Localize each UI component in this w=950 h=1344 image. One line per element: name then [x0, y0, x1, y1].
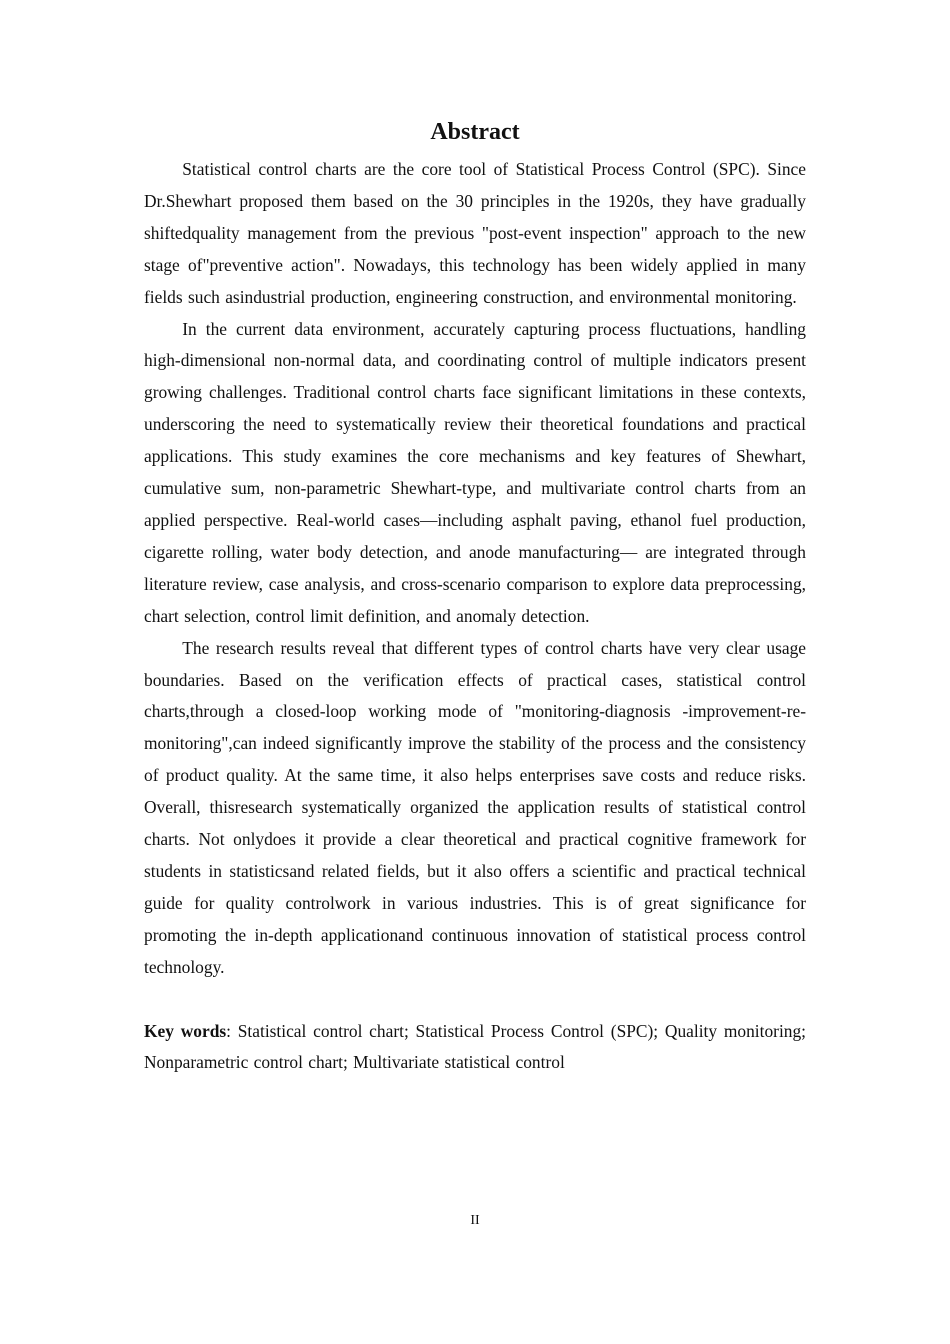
keywords — [144, 1016, 806, 1080]
abstract-page — [144, 116, 806, 1079]
abstract-paragraph-3: The research results reveal that different types of control charts have very clear usage boundaries. Based on the verification effects of practical cases, statistical control charts,through a closed-loop working mode of "monitoring-diagnosis -improvement-re-monitoring",can indeed significantly improve the stability of the process and the consistency of product quality. At the same time, it also helps enterprises save costs and reduce risks. Overall, thisresearch systematically organized the application results of statistical control charts. Not onlydoes it provide a clear theoretical and practical cognitive framework for students in statisticsand related fields, but it also offers a scientific and practical technical guide for quality controlwork in various industries. This is of great significance for promoting the in-depth applicationand continuous innovation of statistical process control technology. — [144, 637, 806, 977]
keywords-label: Key words — [144, 1020, 227, 1041]
abstract-title: Abstract — [430, 119, 520, 145]
keywords-text: Statistical control chart; Statistical Process Control (SPC); Quality monitoring; Nonparametric control chart; Multivariate statistical control — [144, 1020, 806, 1073]
abstract-paragraph-1: Statistical control charts are the core tool of Statistical Process Control (SPC). Since Dr.Shewhart proposed them based on the 30 principles in the 1920s, they have gradually shiftedquality management from the previous "post-event inspection" approach to the new stage of"preventive action". Nowadays, this technology has been widely applied in many fields such asindustrial production, engineering construction, and environmental monitoring. — [144, 159, 806, 307]
page-number: II — [470, 1213, 480, 1228]
keywords-separator: : — [226, 1020, 238, 1041]
abstract-paragraph-2: In the current data environment, accurately capturing process fluctuations, handling high-dimensional non-normal data, and coordinating control of multiple indicators present growing challenges. Traditional control charts face significant limitations in these contexts, underscoring the need to systematically review their theoretical foundations and practical applications. This study examines the core mechanisms and key features of Shewhart, cumulative sum, non-parametric Shewhart-type, and multivariate control charts from an applied perspective. Real-world cases—including asphalt paving, ethanol fuel production, cigarette rolling, water body detection, and anode manufacturing— are integrated through literature review, case analysis, and cross-scenario comparison to explore data preprocessing, chart selection, control limit definition, and anomaly detection. — [144, 318, 806, 626]
